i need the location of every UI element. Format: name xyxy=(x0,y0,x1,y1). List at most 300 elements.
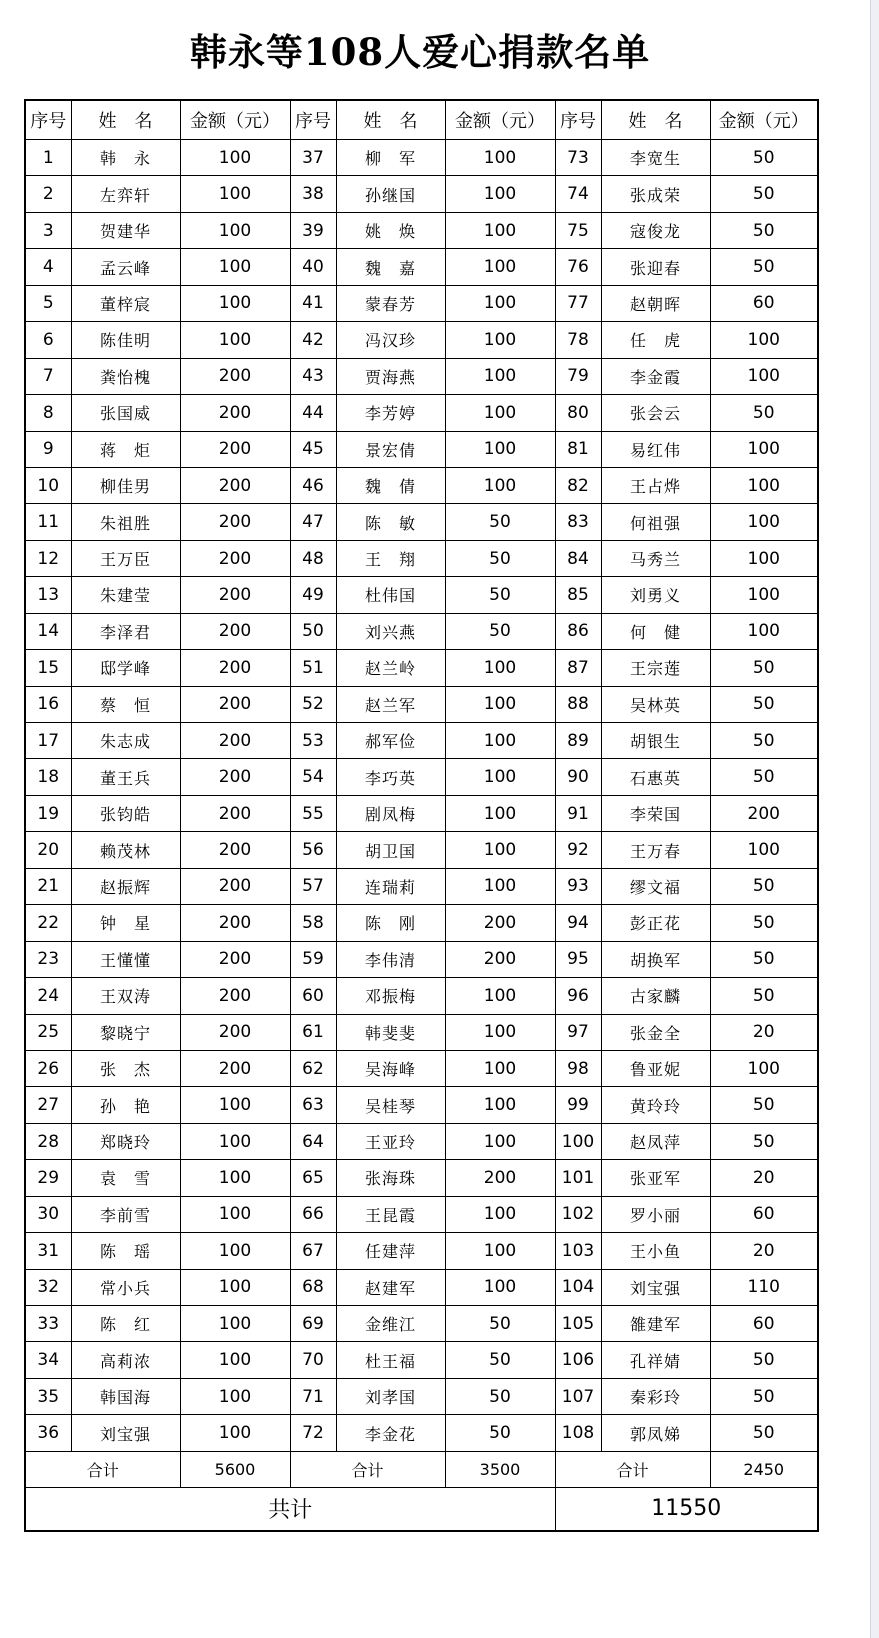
donor-no: 53 xyxy=(290,723,336,759)
donor-amount: 60 xyxy=(710,285,818,321)
donor-amount: 100 xyxy=(180,285,290,321)
donor-no: 33 xyxy=(25,1306,71,1342)
donor-amount: 60 xyxy=(710,1196,818,1232)
table-row xyxy=(25,540,818,576)
donor-amount: 100 xyxy=(180,212,290,248)
donor-no: 68 xyxy=(290,1269,336,1305)
donor-amount: 100 xyxy=(445,1233,555,1269)
donor-amount: 200 xyxy=(180,905,290,941)
donor-name: 刘勇义 xyxy=(601,577,710,613)
donor-amount: 100 xyxy=(445,978,555,1014)
donor-amount: 100 xyxy=(445,650,555,686)
donor-no: 104 xyxy=(555,1269,601,1305)
donor-name: 董梓宸 xyxy=(71,285,180,321)
donor-name: 任建萍 xyxy=(336,1233,445,1269)
donor-amount: 100 xyxy=(710,358,818,394)
donor-amount: 200 xyxy=(180,941,290,977)
donor-amount: 100 xyxy=(710,832,818,868)
donor-no: 50 xyxy=(290,613,336,649)
donor-no: 40 xyxy=(290,249,336,285)
donor-amount: 100 xyxy=(710,1050,818,1086)
donor-name: 王占烨 xyxy=(601,467,710,503)
donor-no: 22 xyxy=(25,905,71,941)
donor-name: 朱志成 xyxy=(71,723,180,759)
donor-name: 钟 星 xyxy=(71,905,180,941)
donor-name: 张会云 xyxy=(601,395,710,431)
donor-amount: 100 xyxy=(445,322,555,358)
table-row xyxy=(25,723,818,759)
donor-name: 贾海燕 xyxy=(336,358,445,394)
donor-name: 高莉浓 xyxy=(71,1342,180,1378)
donor-amount: 100 xyxy=(180,140,290,176)
donor-name: 刘宝强 xyxy=(601,1269,710,1305)
donor-amount: 100 xyxy=(180,1123,290,1159)
donor-amount: 100 xyxy=(445,1087,555,1123)
donor-amount: 200 xyxy=(710,795,818,831)
donor-name: 孟云峰 xyxy=(71,249,180,285)
donor-amount: 200 xyxy=(180,723,290,759)
donor-amount: 50 xyxy=(710,686,818,722)
table-row xyxy=(25,249,818,285)
table-row xyxy=(25,1014,818,1050)
donor-amount: 100 xyxy=(710,322,818,358)
donor-name: 刘宝强 xyxy=(71,1415,180,1451)
donor-amount: 200 xyxy=(180,613,290,649)
donor-name: 魏 倩 xyxy=(336,467,445,503)
donor-name: 王懂懂 xyxy=(71,941,180,977)
donor-no: 96 xyxy=(555,978,601,1014)
donation-table xyxy=(24,99,819,1532)
header-no: 序号 xyxy=(555,100,601,140)
donor-amount: 50 xyxy=(445,613,555,649)
table-row xyxy=(25,431,818,467)
donor-name: 李金霞 xyxy=(601,358,710,394)
donor-name: 赵兰军 xyxy=(336,686,445,722)
donor-no: 9 xyxy=(25,431,71,467)
donor-no: 79 xyxy=(555,358,601,394)
table-row xyxy=(25,1160,818,1196)
donor-no: 80 xyxy=(555,395,601,431)
donor-name: 王亚玲 xyxy=(336,1123,445,1159)
donor-name: 张国威 xyxy=(71,395,180,431)
donor-no: 17 xyxy=(25,723,71,759)
table-row xyxy=(25,941,818,977)
donor-amount: 100 xyxy=(445,723,555,759)
donor-amount: 200 xyxy=(180,395,290,431)
header-no: 序号 xyxy=(290,100,336,140)
donor-name: 张迎春 xyxy=(601,249,710,285)
subtotal-value: 5600 xyxy=(180,1451,290,1487)
donor-no: 108 xyxy=(555,1415,601,1451)
donor-amount: 100 xyxy=(180,1087,290,1123)
donor-amount: 100 xyxy=(180,1415,290,1451)
donor-amount: 100 xyxy=(710,504,818,540)
donor-no: 78 xyxy=(555,322,601,358)
donor-amount: 100 xyxy=(180,1306,290,1342)
donor-amount: 50 xyxy=(710,395,818,431)
page-edge xyxy=(870,0,879,1638)
donor-no: 21 xyxy=(25,868,71,904)
donor-no: 1 xyxy=(25,140,71,176)
donor-amount: 100 xyxy=(180,249,290,285)
header-amount: 金额（元） xyxy=(710,100,818,140)
donor-no: 86 xyxy=(555,613,601,649)
donor-amount: 50 xyxy=(710,1087,818,1123)
donor-name: 古家麟 xyxy=(601,978,710,1014)
donor-name: 杜伟国 xyxy=(336,577,445,613)
table-row xyxy=(25,140,818,176)
donor-amount: 100 xyxy=(445,467,555,503)
page-title: 韩永等108人爱心捐款名单 xyxy=(189,30,651,74)
donor-amount: 100 xyxy=(445,212,555,248)
donor-name: 易红伟 xyxy=(601,431,710,467)
donor-amount: 100 xyxy=(445,431,555,467)
donor-amount: 100 xyxy=(445,176,555,212)
table-row xyxy=(25,1342,818,1378)
donor-name: 李前雪 xyxy=(71,1196,180,1232)
header-name: 姓 名 xyxy=(601,100,710,140)
donor-name: 魏 嘉 xyxy=(336,249,445,285)
donor-no: 106 xyxy=(555,1342,601,1378)
donor-name: 胡卫国 xyxy=(336,832,445,868)
donor-no: 46 xyxy=(290,467,336,503)
donor-amount: 200 xyxy=(180,795,290,831)
donor-amount: 100 xyxy=(710,613,818,649)
donor-amount: 100 xyxy=(710,467,818,503)
table-row xyxy=(25,212,818,248)
donor-no: 18 xyxy=(25,759,71,795)
donor-no: 85 xyxy=(555,577,601,613)
donor-amount: 50 xyxy=(710,140,818,176)
donor-amount: 50 xyxy=(710,1342,818,1378)
donor-name: 张成荣 xyxy=(601,176,710,212)
donor-no: 4 xyxy=(25,249,71,285)
donor-no: 25 xyxy=(25,1014,71,1050)
donor-name: 杜王福 xyxy=(336,1342,445,1378)
donor-name: 王昆霞 xyxy=(336,1196,445,1232)
donor-no: 99 xyxy=(555,1087,601,1123)
donor-no: 94 xyxy=(555,905,601,941)
donor-name: 吴林英 xyxy=(601,686,710,722)
donor-amount: 200 xyxy=(445,905,555,941)
table-row xyxy=(25,1233,818,1269)
donor-no: 66 xyxy=(290,1196,336,1232)
donor-name: 赵朝晖 xyxy=(601,285,710,321)
donor-no: 37 xyxy=(290,140,336,176)
donor-no: 27 xyxy=(25,1087,71,1123)
donor-name: 刘孝国 xyxy=(336,1378,445,1414)
donor-no: 101 xyxy=(555,1160,601,1196)
donor-name: 孔祥婧 xyxy=(601,1342,710,1378)
donor-name: 王万春 xyxy=(601,832,710,868)
donor-no: 47 xyxy=(290,504,336,540)
donor-no: 91 xyxy=(555,795,601,831)
table-row xyxy=(25,176,818,212)
donor-no: 48 xyxy=(290,540,336,576)
subtotal-value: 3500 xyxy=(445,1451,555,1487)
donor-no: 57 xyxy=(290,868,336,904)
donor-no: 107 xyxy=(555,1378,601,1414)
donor-amount: 100 xyxy=(180,1233,290,1269)
donor-amount: 20 xyxy=(710,1014,818,1050)
table-row xyxy=(25,1306,818,1342)
donor-no: 65 xyxy=(290,1160,336,1196)
table-row xyxy=(25,395,818,431)
donor-amount: 100 xyxy=(445,868,555,904)
table-row xyxy=(25,686,818,722)
donor-amount: 50 xyxy=(710,1378,818,1414)
table-row xyxy=(25,868,818,904)
donor-name: 陈 刚 xyxy=(336,905,445,941)
donor-name: 柳佳男 xyxy=(71,467,180,503)
donor-no: 15 xyxy=(25,650,71,686)
donor-no: 71 xyxy=(290,1378,336,1414)
donor-name: 何祖强 xyxy=(601,504,710,540)
donor-no: 69 xyxy=(290,1306,336,1342)
table-row xyxy=(25,1050,818,1086)
donor-no: 61 xyxy=(290,1014,336,1050)
donor-name: 韩斐斐 xyxy=(336,1014,445,1050)
donor-no: 14 xyxy=(25,613,71,649)
donor-amount: 50 xyxy=(710,978,818,1014)
donor-amount: 50 xyxy=(710,868,818,904)
donor-name: 李宽生 xyxy=(601,140,710,176)
donor-name: 朱建莹 xyxy=(71,577,180,613)
donor-no: 39 xyxy=(290,212,336,248)
donor-amount: 100 xyxy=(710,431,818,467)
donor-no: 52 xyxy=(290,686,336,722)
donor-no: 24 xyxy=(25,978,71,1014)
donor-name: 张钧皓 xyxy=(71,795,180,831)
donor-no: 38 xyxy=(290,176,336,212)
donor-amount: 100 xyxy=(445,1014,555,1050)
donor-name: 黄玲玲 xyxy=(601,1087,710,1123)
donor-amount: 100 xyxy=(445,795,555,831)
donor-name: 李芳婷 xyxy=(336,395,445,431)
donor-name: 王小鱼 xyxy=(601,1233,710,1269)
donor-amount: 50 xyxy=(445,577,555,613)
donor-amount: 200 xyxy=(180,650,290,686)
donor-amount: 50 xyxy=(445,1306,555,1342)
donor-no: 63 xyxy=(290,1087,336,1123)
donor-amount: 50 xyxy=(710,249,818,285)
donor-amount: 100 xyxy=(445,1196,555,1232)
donor-no: 23 xyxy=(25,941,71,977)
donor-amount: 50 xyxy=(710,212,818,248)
donor-amount: 50 xyxy=(445,540,555,576)
donor-no: 59 xyxy=(290,941,336,977)
table-row xyxy=(25,613,818,649)
donor-no: 89 xyxy=(555,723,601,759)
donor-no: 88 xyxy=(555,686,601,722)
donor-amount: 50 xyxy=(710,1123,818,1159)
donor-amount: 50 xyxy=(710,650,818,686)
donor-no: 35 xyxy=(25,1378,71,1414)
donor-name: 粪怡槐 xyxy=(71,358,180,394)
donor-amount: 200 xyxy=(180,686,290,722)
donor-no: 16 xyxy=(25,686,71,722)
donor-name: 吴海峰 xyxy=(336,1050,445,1086)
donor-name: 赵建军 xyxy=(336,1269,445,1305)
donor-name: 李荣国 xyxy=(601,795,710,831)
donor-name: 剧凤梅 xyxy=(336,795,445,831)
table-row xyxy=(25,795,818,831)
donor-amount: 50 xyxy=(445,1342,555,1378)
donor-no: 2 xyxy=(25,176,71,212)
donor-amount: 50 xyxy=(710,759,818,795)
donor-no: 54 xyxy=(290,759,336,795)
donor-no: 36 xyxy=(25,1415,71,1451)
donor-no: 64 xyxy=(290,1123,336,1159)
donor-no: 97 xyxy=(555,1014,601,1050)
donor-name: 冯汉珍 xyxy=(336,322,445,358)
donor-amount: 100 xyxy=(180,322,290,358)
donor-amount: 200 xyxy=(445,1160,555,1196)
donor-name: 常小兵 xyxy=(71,1269,180,1305)
donor-name: 柳 军 xyxy=(336,140,445,176)
donor-amount: 200 xyxy=(180,467,290,503)
donor-no: 90 xyxy=(555,759,601,795)
donor-no: 81 xyxy=(555,431,601,467)
donor-name: 赵兰岭 xyxy=(336,650,445,686)
donor-no: 55 xyxy=(290,795,336,831)
donor-amount: 200 xyxy=(180,504,290,540)
table-row xyxy=(25,905,818,941)
donor-name: 孙 艳 xyxy=(71,1087,180,1123)
donor-name: 赵凤萍 xyxy=(601,1123,710,1159)
donor-amount: 50 xyxy=(710,723,818,759)
donor-no: 58 xyxy=(290,905,336,941)
donor-name: 陈佳明 xyxy=(71,322,180,358)
table-row xyxy=(25,1196,818,1232)
donor-name: 邸学峰 xyxy=(71,650,180,686)
table-row xyxy=(25,358,818,394)
donor-no: 76 xyxy=(555,249,601,285)
donor-amount: 20 xyxy=(710,1160,818,1196)
donor-no: 92 xyxy=(555,832,601,868)
donor-name: 鲁亚妮 xyxy=(601,1050,710,1086)
donor-amount: 50 xyxy=(710,1415,818,1451)
donor-name: 王双涛 xyxy=(71,978,180,1014)
donor-amount: 200 xyxy=(180,978,290,1014)
donor-no: 5 xyxy=(25,285,71,321)
subtotal-label: 合计 xyxy=(555,1451,710,1487)
donor-amount: 50 xyxy=(710,905,818,941)
subtotal-value: 2450 xyxy=(710,1451,818,1487)
donor-name: 寇俊龙 xyxy=(601,212,710,248)
table-row xyxy=(25,978,818,1014)
donor-amount: 100 xyxy=(445,1123,555,1159)
donor-amount: 100 xyxy=(445,140,555,176)
donor-no: 75 xyxy=(555,212,601,248)
donor-amount: 100 xyxy=(710,540,818,576)
table-row xyxy=(25,1415,818,1451)
donor-no: 77 xyxy=(555,285,601,321)
donor-amount: 100 xyxy=(180,1160,290,1196)
donor-amount: 100 xyxy=(445,285,555,321)
table-row xyxy=(25,1123,818,1159)
donor-amount: 100 xyxy=(445,686,555,722)
donor-amount: 100 xyxy=(180,1269,290,1305)
donor-name: 张亚军 xyxy=(601,1160,710,1196)
header-name: 姓 名 xyxy=(71,100,180,140)
donor-no: 42 xyxy=(290,322,336,358)
table-row xyxy=(25,650,818,686)
donor-no: 44 xyxy=(290,395,336,431)
donor-name: 董王兵 xyxy=(71,759,180,795)
donor-name: 秦彩玲 xyxy=(601,1378,710,1414)
donor-name: 韩 永 xyxy=(71,140,180,176)
subtotal-row xyxy=(25,1451,818,1487)
table-row xyxy=(25,285,818,321)
donor-name: 蒙春芳 xyxy=(336,285,445,321)
donor-no: 82 xyxy=(555,467,601,503)
donor-amount: 100 xyxy=(445,395,555,431)
donor-amount: 200 xyxy=(180,759,290,795)
donor-name: 刘兴燕 xyxy=(336,613,445,649)
donor-amount: 100 xyxy=(445,1269,555,1305)
donor-no: 3 xyxy=(25,212,71,248)
donor-no: 13 xyxy=(25,577,71,613)
donor-amount: 100 xyxy=(710,577,818,613)
donor-amount: 100 xyxy=(445,759,555,795)
donor-no: 49 xyxy=(290,577,336,613)
donor-no: 26 xyxy=(25,1050,71,1086)
donor-no: 32 xyxy=(25,1269,71,1305)
donor-no: 28 xyxy=(25,1123,71,1159)
donor-name: 金维江 xyxy=(336,1306,445,1342)
donor-no: 100 xyxy=(555,1123,601,1159)
donor-name: 王宗莲 xyxy=(601,650,710,686)
donor-no: 84 xyxy=(555,540,601,576)
donor-no: 95 xyxy=(555,941,601,977)
donor-name: 陈 红 xyxy=(71,1306,180,1342)
donor-amount: 100 xyxy=(445,1050,555,1086)
donor-name: 黎晓宁 xyxy=(71,1014,180,1050)
table-row xyxy=(25,504,818,540)
donor-name: 赵振辉 xyxy=(71,868,180,904)
subtotal-label: 合计 xyxy=(25,1451,180,1487)
grand-total-label: 共计 xyxy=(25,1487,555,1531)
donor-no: 7 xyxy=(25,358,71,394)
donor-name: 陈 瑶 xyxy=(71,1233,180,1269)
header-amount: 金额（元） xyxy=(445,100,555,140)
header-name: 姓 名 xyxy=(336,100,445,140)
donor-amount: 50 xyxy=(445,1378,555,1414)
donor-no: 73 xyxy=(555,140,601,176)
donor-name: 李伟清 xyxy=(336,941,445,977)
donor-name: 贺建华 xyxy=(71,212,180,248)
subtotal-label: 合计 xyxy=(290,1451,445,1487)
donor-amount: 200 xyxy=(180,540,290,576)
donor-name: 姚 焕 xyxy=(336,212,445,248)
donor-no: 72 xyxy=(290,1415,336,1451)
header-no: 序号 xyxy=(25,100,71,140)
donor-amount: 100 xyxy=(180,1196,290,1232)
donor-no: 41 xyxy=(290,285,336,321)
donor-name: 蔡 恒 xyxy=(71,686,180,722)
donor-name: 郭凤娣 xyxy=(601,1415,710,1451)
donor-name: 雒建军 xyxy=(601,1306,710,1342)
donor-amount: 100 xyxy=(445,832,555,868)
donor-amount: 200 xyxy=(180,1014,290,1050)
donor-amount: 50 xyxy=(710,941,818,977)
donor-no: 6 xyxy=(25,322,71,358)
donor-no: 12 xyxy=(25,540,71,576)
donor-no: 60 xyxy=(290,978,336,1014)
donor-name: 郑晓玲 xyxy=(71,1123,180,1159)
donor-no: 103 xyxy=(555,1233,601,1269)
